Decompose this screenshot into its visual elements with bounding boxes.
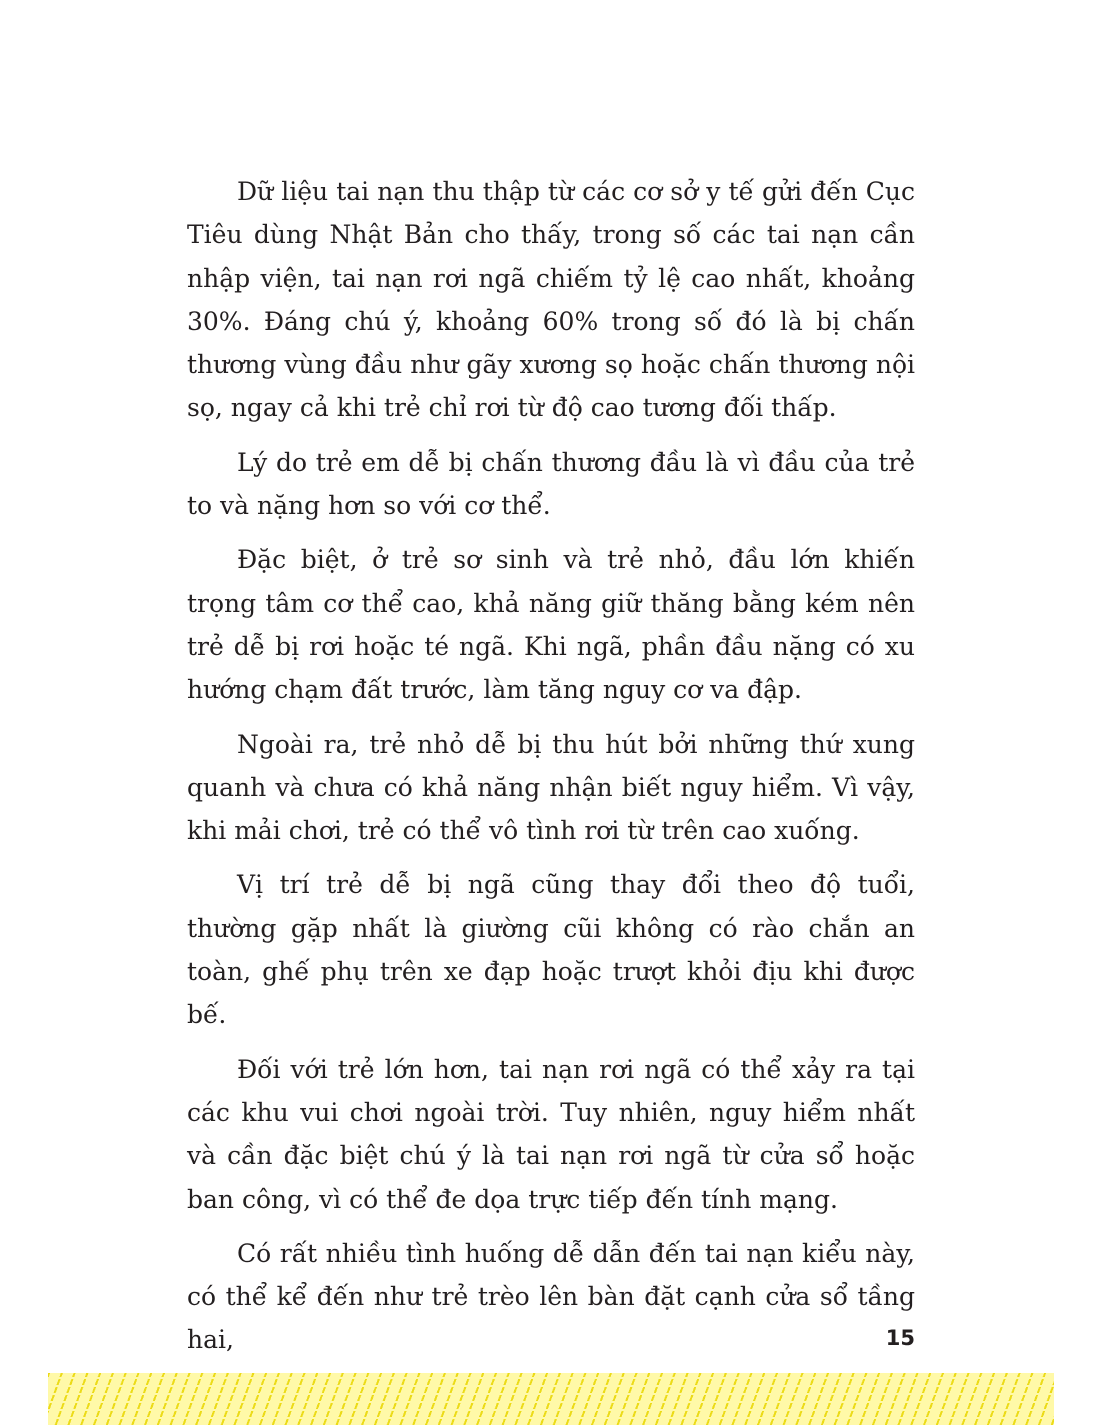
- paragraph-5: Vị trí trẻ dễ bị ngã cũng thay đổi theo độ tuổi, thường gặp nhất là giường cũi không có rào chắn an toàn, ghế phụ trên xe đạp hoặc trượt khỏi địu khi được bế.: [187, 870, 915, 1030]
- paragraph-7: Có rất nhiều tình huống dễ dẫn đến tai nạn kiểu này, có thể kể đến như trẻ trèo lên bàn đặt cạnh cửa sổ tầng hai,: [187, 1238, 915, 1355]
- paragraph-6: Đối với trẻ lớn hơn, tai nạn rơi ngã có thể xảy ra tại các khu vui chơi ngoài trời. Tuy nhiên, nguy hiểm nhất và cần đặc biệt chú ý là tai nạn rơi ngã từ cửa sổ hoặc ban công, vì có thể đe dọa trực tiếp đến tính mạng.: [187, 1054, 915, 1214]
- body-text: [187, 170, 915, 1373]
- paragraph-3: Đặc biệt, ở trẻ sơ sinh và trẻ nhỏ, đầu lớn khiến trọng tâm cơ thể cao, khả năng giữ thăng bằng kém nên trẻ dễ bị rơi hoặc té ngã. Khi ngã, phần đầu nặng có xu hướng chạm đất trước, làm tăng nguy cơ va đập.: [187, 545, 915, 705]
- footer-decorative-band: [48, 1373, 1054, 1425]
- paragraph-1: Dữ liệu tai nạn thu thập từ các cơ sở y tế gửi đến Cục Tiêu dùng Nhật Bản cho thấy, trong số các tai nạn cần nhập viện, tai nạn rơi ngã chiếm tỷ lệ cao nhất, khoảng 30%. Đáng chú ý, khoảng 60% trong số đó là bị chấn thương vùng đầu như gãy xương sọ hoặc chấn thương nội sọ, ngay cả khi trẻ chỉ rơi từ độ cao tương đối thấp.: [187, 177, 915, 423]
- page-number: 15: [885, 1326, 915, 1350]
- paragraph-2: Lý do trẻ em dễ bị chấn thương đầu là vì đầu của trẻ to và nặng hơn so với cơ thể.: [187, 447, 915, 521]
- paragraph-4: Ngoài ra, trẻ nhỏ dễ bị thu hút bởi những thứ xung quanh và chưa có khả năng nhận biết nguy hiểm. Vì vậy, khi mải chơi, trẻ có thể vô tình rơi từ trên cao xuống.: [187, 729, 915, 846]
